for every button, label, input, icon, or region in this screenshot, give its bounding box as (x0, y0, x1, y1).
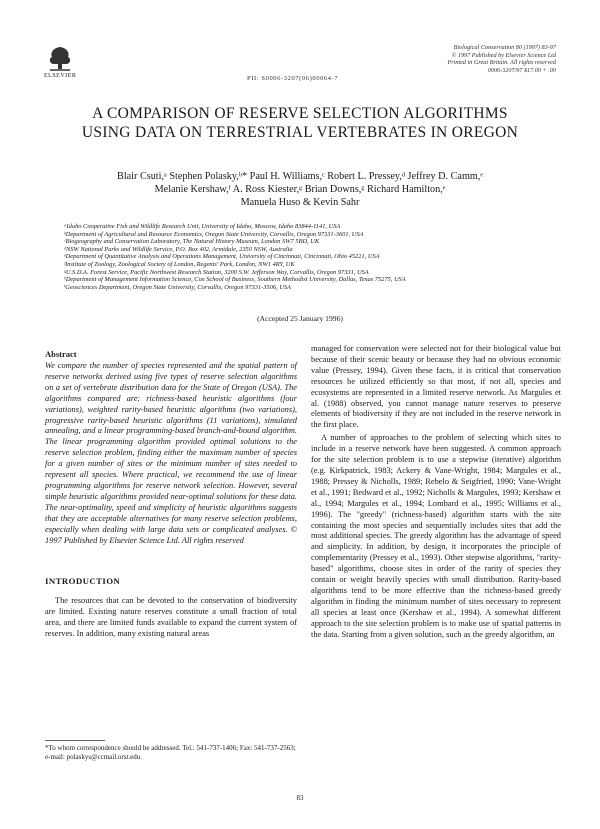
introduction-heading: INTRODUCTION (45, 576, 121, 587)
affiliation: ᶠInstitute of Zoology, Zoological Society of London, Regents' Park, London, NW1 4RY, UK (64, 260, 295, 268)
author-line: Blair Csuti,ᵃ Stephen Polasky,ᵇ* Paul H. Williams,ᶜ Robert L. Pressey,ᵈ Jeffrey D. Camm,ᵉ (117, 171, 483, 182)
introduction-paragraph: The resources that can be devoted to the conservation of biodiversity are limited. Existing nature reserves constitute a small fraction of total area, and there are limited funds available to expand the current system of reserves. In addition, many existing natural areas (45, 596, 297, 639)
journal-line: © 1997 Published by Elsevier Science Ltd (451, 51, 556, 59)
abstract-heading: Abstract (45, 349, 77, 359)
page-number: 83 (296, 794, 304, 802)
elsevier-tree-icon (44, 44, 76, 72)
elsevier-logo (44, 44, 76, 79)
affiliation: ᵉDepartment of Quantitative Analysis and Operations Management, University of Cincinnati, Cincinnati, Ohio 45221, USA (64, 253, 380, 261)
author-list (60, 170, 540, 209)
author-line: Melanie Kershaw,ᶠ A. Ross Kiester,ᵍ Brian Downs,ᵍ Richard Hamilton,ᵉ (154, 184, 446, 195)
right-column (311, 344, 561, 640)
affiliation: ʰDepartment of Management Information Science, Cox School of Business, Southern Methodist University, Dallas, Texas 75275, USA (64, 276, 406, 284)
journal-line: 0006-3207/97 $17.00 + .00 (487, 66, 556, 74)
publisher-name: ELSEVIER (44, 73, 77, 79)
title-line: USING DATA ON TERRESTRIAL VERTEBRATES IN OREGON (81, 124, 519, 141)
pii-code: PII: S0006-3207(96)00064-7 (247, 75, 339, 82)
affiliation: ᵃIdaho Cooperative Fish and Wildlife Research Unit, University of Idaho, Moscow, Idaho 83844-1141, USA (64, 223, 341, 230)
affiliation: ᶜBiogeography and Conservation Laboratory, The Natural History Museum, London SW7 5BD, UK (64, 238, 320, 246)
affiliation: ᵇDepartment of Agricultural and Resource Economics, Oregon State University, Corvallis, Oregon 97331-3601, USA (64, 230, 364, 238)
affiliation: ⁱGeosciences Department, Oregon State University, Corvallis, Oregon 97331-3506, USA (64, 283, 291, 291)
affiliation: ᵈNSW National Parks and Wildlife Service, P.O. Box 402, Armidale, 2350 NSW, Australia (64, 245, 293, 253)
author-line: Manuela Huso & Kevin Sahr (240, 197, 360, 208)
title-line: A COMPARISON OF RESERVE SELECTION ALGORITHMS (92, 105, 508, 122)
affiliations (64, 223, 544, 291)
affiliation: ᵍU.S.D.A. Forest Service, Pacific Northwest Research Station, 3200 S.W. Jefferson Way, Corvallis, Oregon 97331, USA (64, 268, 369, 276)
journal-info (447, 44, 556, 74)
correspondence-footnote: *To whom correspondence should be addressed. Tel.: 541-737-1406; Fax: 541-737-2563; e-mail: polaskys@ccmail.orst.edu. (45, 744, 296, 761)
left-column (45, 349, 297, 640)
introduction-paragraph: A number of approaches to the problem of selecting which sites to include in a reserve network have been suggested. A common approach for the site selection problem is to use a stepwise (iterative) algorithm (e.g. Kirkpatrick, 1983; Ackery & Vane-Wright, 1984; Margules et al., 1988; Pressey & Nicholls, 1989; Rebelo & Seigfried, 1990; Vane-Wright et al., 1991; Bedward et al., 1992; Nicholls & Margules, 1993; Kershaw et al., 1994; Margules et al., 1994; Lombard et al., 1995; Williams et al., 1996). The "greedy" (richness-based) algorithm starts with the site containing the most species and sequentially includes sites that add the most additional species. The greedy algorithm has the advantage of speed and simplicity. In addition, by design, it incorporates the principle of complementarity (Pressey et al., 1993). Other stepwise algorithms, "rarity-based" algorithms, choose sites in order of the rarity of species they contain or weight heavily species with small distribution. Rarity-based algorithms tend to be more effective than the richness-based greedy algorithm in finding the minimum number of sites necessary to represent all species at least once (Kershaw et al., 1994). A somewhat different approach to the site selection problem is to make use of spatial patterns in the data. Starting from a given solution, such as the greedy algorithm, an (311, 433, 561, 639)
paper-title (0, 104, 600, 142)
journal-line: Printed in Great Britain. All rights reserved (447, 59, 556, 67)
abstract-text: We compare the number of species represented and the spatial pattern of reserve networks derived using five types of reserve selection algorithms on a set of vertebrate distribution data for the State of Oregon (USA). The algorithms compared are: richness-based heuristic algorithms (four variations), weighted rarity-based heuristic algorithms (two variations), progressive rarity-based heuristic algorithms (11 variations), simulated annealing, and a linear programming-based branch-and-bound algorithm. The linear programming algorithm provided optimal solutions to the reserve selection problem, finding either the maximum number of species for a given number of sites or the minimum number of sites needed to represent all species. Where practical, we recommend the use of linear programming algorithms for reserve network selection. However, several simple heuristic algorithms provided near-optimal solutions for these data. The near-optimality, speed and simplicity of heuristic algorithms suggests that they are acceptable alternatives for many reserve selection problems, especially when dealing with large data sets or complicated analyses. © 1997 Published by Elsevier Science Ltd. All rights reserved (45, 361, 297, 545)
accepted-date: (Accepted 25 January 1996) (257, 314, 343, 323)
journal-line: Biological Conservation 80 (1997) 83-97 (453, 44, 556, 51)
introduction-paragraph: managed for conservation were selected not for their biological value but because of their scenic beauty or because they had no obvious economic value (Pressey, 1994). Given these facts, it is critical that conservation resources be utilized efficiently so that most, if not all, species and ecosystems are represented in a limited reserve network. As Margules et al. (1988) observed, you cannot manage nature reserves to preserve elements of biodiversity if they are not included in the reserve network in the first place. (311, 344, 561, 430)
footnote-divider (45, 740, 105, 741)
